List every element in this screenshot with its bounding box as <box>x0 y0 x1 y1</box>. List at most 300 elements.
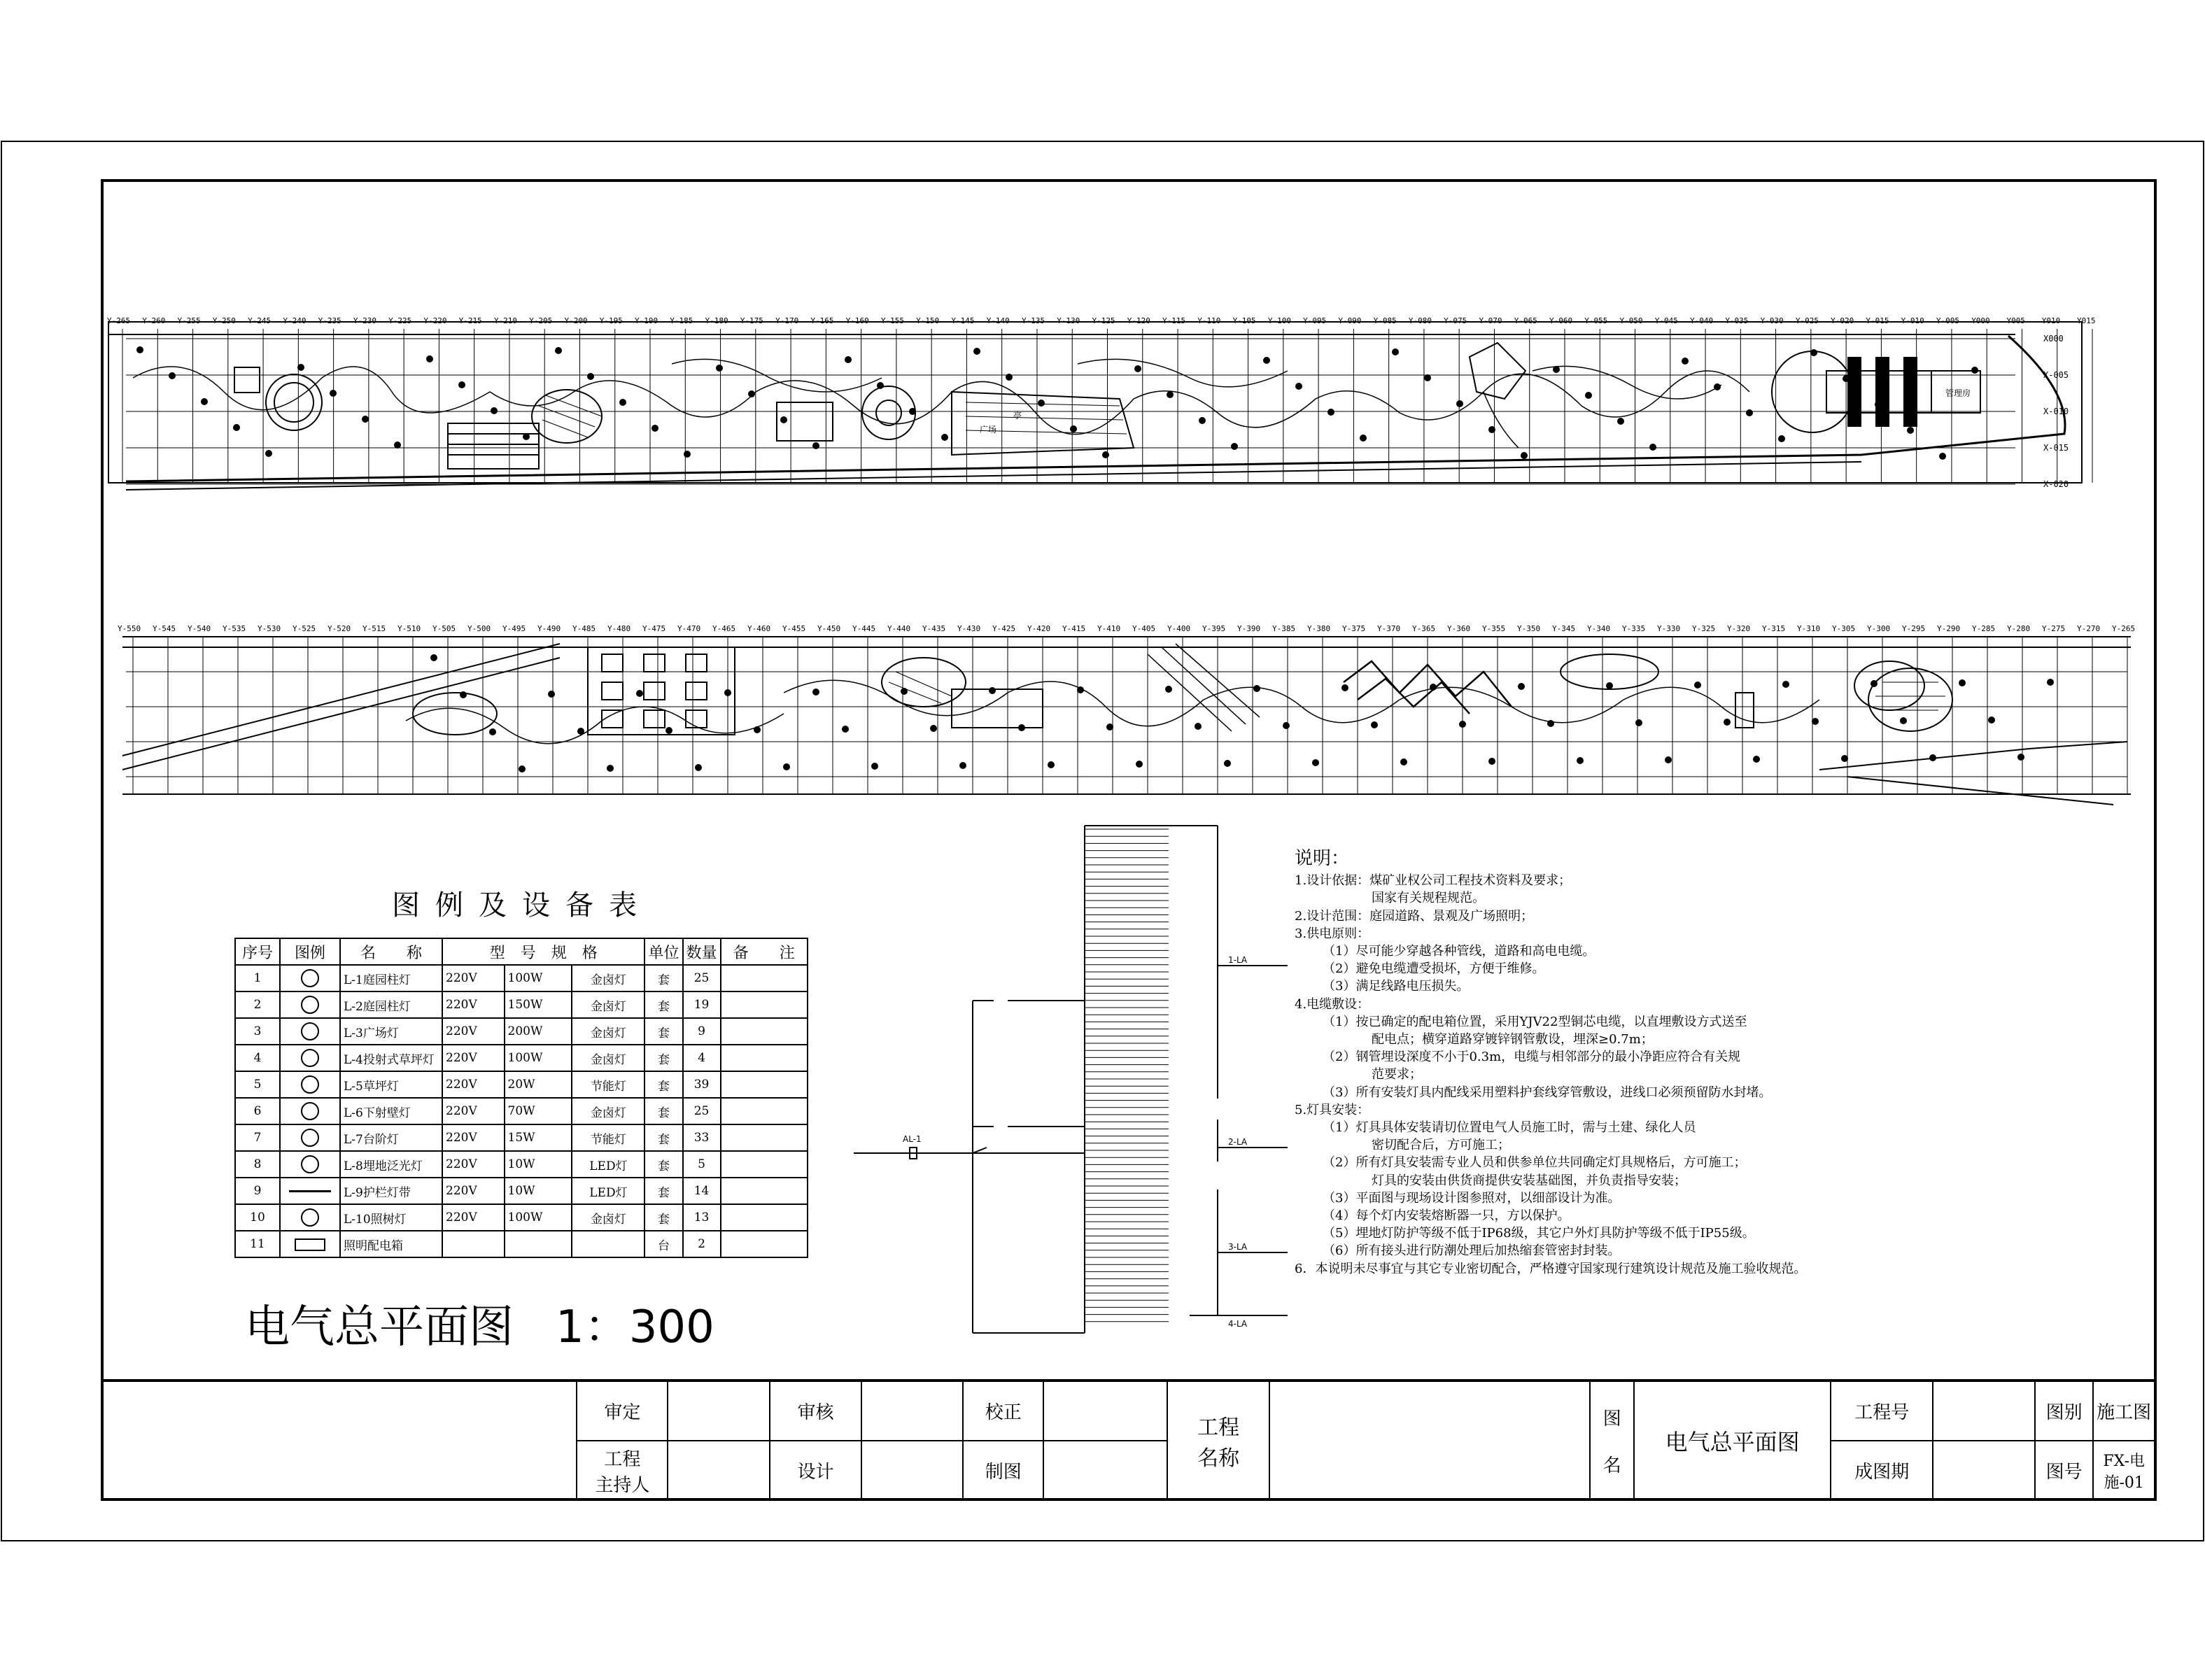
lamp-marker <box>1843 375 1850 382</box>
tb-date-label: 成图期 <box>1831 1441 1933 1500</box>
legend-name: 照明配电箱 <box>340 1231 442 1257</box>
grid-label: Y-380 <box>1307 624 1331 633</box>
legend-remark <box>721 991 808 1018</box>
legend-volt: 220V <box>442 1151 505 1178</box>
legend-qty: 2 <box>683 1231 721 1257</box>
grid-label: Y-320 <box>1727 624 1751 633</box>
lamp-marker <box>1939 453 1946 460</box>
grid-label: X-015 <box>2043 443 2069 453</box>
grid-label: Y000 <box>1971 316 1990 325</box>
grid-label: Y-480 <box>607 624 631 633</box>
lamp-marker <box>754 726 761 733</box>
legend-name: L-3广场灯 <box>340 1018 442 1045</box>
lamp-marker <box>1606 682 1613 689</box>
lawn-lamp-icon <box>301 1075 319 1094</box>
grid-label: Y-295 <box>1902 624 1926 633</box>
lamp-marker <box>1694 682 1701 689</box>
lamp-marker <box>1585 392 1592 399</box>
legend-volt <box>442 1231 505 1257</box>
tb-check-value[interactable] <box>1043 1381 1167 1441</box>
lamp-marker <box>812 442 819 449</box>
grid-label: Y-505 <box>432 624 456 633</box>
lamp-marker <box>1195 723 1202 730</box>
legend-name: L-9护栏灯带 <box>340 1178 442 1204</box>
legend-power: 70W <box>505 1098 572 1124</box>
legend-row <box>235 1204 808 1231</box>
grid-label: Y-245 <box>248 316 272 325</box>
grid-label: Y-195 <box>599 316 623 325</box>
lamp-marker <box>519 765 526 772</box>
legend-symbol <box>280 1098 340 1124</box>
grid-label: Y-460 <box>747 624 771 633</box>
lamp-marker <box>201 398 208 405</box>
grid-label: Y-300 <box>1867 624 1891 633</box>
grid-label: Y-315 <box>1762 624 1786 633</box>
legend-no: 1 <box>235 965 280 991</box>
legend-volt: 220V <box>442 1124 505 1151</box>
lamp-marker <box>1547 720 1554 727</box>
lamp-marker <box>1988 717 1995 723</box>
legend-row <box>235 1071 808 1098</box>
legend-unit: 套 <box>644 1124 682 1151</box>
tb-design: 设计 <box>770 1441 861 1500</box>
notes-line: 4.电缆敷设： <box>1295 996 1370 1012</box>
lamp-marker <box>1553 366 1560 373</box>
legend-symbol <box>280 1018 340 1045</box>
col-name: 名 称 <box>340 938 442 965</box>
legend-power: 150W <box>505 991 572 1018</box>
tb-drawing-name-label-2: 名 <box>1602 1455 1621 1476</box>
strip-light-icon <box>289 1190 331 1192</box>
legend-qty: 4 <box>683 1045 721 1071</box>
grid-label: Y-185 <box>670 316 693 325</box>
legend-remark <box>721 1071 808 1098</box>
site-plan-top <box>107 316 2096 490</box>
lamp-marker <box>842 726 849 733</box>
legend-name: L-5草坪灯 <box>340 1071 442 1098</box>
notes-heading: 说明： <box>1295 848 1350 869</box>
legend-remark <box>721 1098 808 1124</box>
grid-label: Y-140 <box>986 316 1010 325</box>
grid-label: Y-005 <box>1936 316 1960 325</box>
legend-header-row <box>235 938 808 965</box>
lamp-marker <box>1665 756 1672 763</box>
grid-label: Y-210 <box>493 316 518 325</box>
grid-label: Y-330 <box>1657 624 1681 633</box>
design-notes <box>1295 850 1994 1278</box>
notes-line: （4）每个灯内安装熔断器一只，方以保护。 <box>1323 1208 1570 1224</box>
legend-unit: 套 <box>644 1204 682 1231</box>
grid-label: Y-450 <box>817 624 841 633</box>
grid-label: Y-100 <box>1267 316 1291 325</box>
drawing-scale: 1：300 <box>556 1301 714 1353</box>
legend-type: 金卤灯 <box>572 1204 644 1231</box>
lamp-marker <box>169 372 176 379</box>
tb-date-value[interactable] <box>1933 1441 2035 1500</box>
grid-label: Y-225 <box>388 316 412 325</box>
legend-type: 节能灯 <box>572 1071 644 1098</box>
legend-remark <box>721 1204 808 1231</box>
lamp-marker <box>636 690 643 697</box>
tb-draw: 制图 <box>963 1441 1043 1500</box>
col-spec: 型 号 规 格 <box>442 938 644 965</box>
lamp-marker <box>1199 417 1206 424</box>
plan-label: 亭 <box>1013 411 1022 421</box>
grid-label: Y-365 <box>1412 624 1436 633</box>
legend-power: 10W <box>505 1178 572 1204</box>
lamp-marker <box>1006 374 1013 381</box>
legend-name: L-8埋地泛光灯 <box>340 1151 442 1178</box>
tb-project-no-value[interactable] <box>1933 1381 2035 1441</box>
grid-label: Y-030 <box>1760 316 1784 325</box>
legend-no: 8 <box>235 1151 280 1178</box>
projection-lamp-icon <box>301 1049 319 1067</box>
step-lamp-icon <box>301 1129 319 1147</box>
legend-qty: 14 <box>683 1178 721 1204</box>
grid-label: Y-420 <box>1027 624 1051 633</box>
grid-label: Y-390 <box>1237 624 1261 633</box>
legend-no: 9 <box>235 1178 280 1204</box>
lamp-marker <box>577 728 584 735</box>
legend-remark <box>721 1018 808 1045</box>
grid-label: Y-310 <box>1797 624 1821 633</box>
grid-label: Y-440 <box>887 624 911 633</box>
lamp-marker <box>426 355 433 362</box>
lamp-marker <box>1136 761 1143 768</box>
lamp-marker <box>1521 452 1528 459</box>
legend-qty: 39 <box>683 1071 721 1098</box>
lamp-marker <box>1488 758 1495 765</box>
legend-unit: 套 <box>644 1045 682 1071</box>
notes-line: （2）钢管埋设深度不小于0.3m，电缆与相邻部分的最小净距应符合有关规 <box>1323 1050 1741 1065</box>
tb-design-value[interactable] <box>861 1441 964 1500</box>
legend-symbol <box>280 1178 340 1204</box>
grid-label: Y-165 <box>810 316 834 325</box>
legend-no: 10 <box>235 1204 280 1231</box>
lamp-marker <box>941 434 948 441</box>
legend-no: 7 <box>235 1124 280 1151</box>
legend-qty: 5 <box>683 1151 721 1178</box>
buried-lamp-icon <box>301 1155 319 1173</box>
lamp-marker <box>587 373 594 380</box>
grid-label: Y-340 <box>1587 624 1611 633</box>
tb-drawing-name: 电气总平面图 <box>1634 1381 1831 1500</box>
grid-label: Y-190 <box>635 316 658 325</box>
legend-volt: 220V <box>442 1178 505 1204</box>
legend-qty: 33 <box>683 1124 721 1151</box>
grid-label: Y-410 <box>1097 624 1121 633</box>
lamp-marker <box>491 407 498 414</box>
lamp-marker <box>930 725 937 732</box>
grid-label: Y-080 <box>1408 316 1432 325</box>
garden-lamp-icon <box>301 996 319 1014</box>
tb-approve-value[interactable] <box>668 1381 770 1441</box>
tb-drawing-name-label-1: 图 <box>1602 1409 1621 1430</box>
grid-label: Y-125 <box>1092 316 1115 325</box>
notes-line: （3）满足线路电压损失。 <box>1323 979 1470 994</box>
lamp-marker <box>716 365 723 372</box>
grid-label: X-010 <box>2043 407 2069 416</box>
lamp-marker <box>1360 435 1367 442</box>
circuit-label: 4-LA <box>1228 1319 1248 1329</box>
notes-line: （6）所有接头进行防潮处理后加热缩套管密封封装。 <box>1323 1243 1621 1259</box>
legend-row <box>235 1178 808 1204</box>
lamp-marker <box>989 687 996 694</box>
legend-row <box>235 1018 808 1045</box>
grid-label: Y-045 <box>1654 316 1678 325</box>
notes-line: 国家有关规程规范。 <box>1372 891 1485 906</box>
lamp-marker <box>901 688 908 695</box>
lamp-marker <box>724 689 731 696</box>
lamp-marker <box>1714 383 1721 390</box>
grid-label: Y-290 <box>1937 624 1961 633</box>
grid-label: Y-055 <box>1584 316 1608 325</box>
grid-label: Y-375 <box>1342 624 1366 633</box>
grid-label: Y-540 <box>188 624 211 633</box>
lamp-marker <box>871 763 878 770</box>
grid-label: Y-350 <box>1517 624 1541 633</box>
tb-project-no-label: 工程号 <box>1831 1381 1933 1441</box>
lamp-marker <box>330 390 337 397</box>
legend-qty: 9 <box>683 1018 721 1045</box>
grid-label: Y-060 <box>1549 316 1573 325</box>
legend-name: L-7台阶灯 <box>340 1124 442 1151</box>
lamp-marker <box>1900 717 1907 724</box>
grid-label: Y-265 <box>107 316 131 325</box>
legend-unit: 套 <box>644 1178 682 1204</box>
grid-label: Y-040 <box>1690 316 1714 325</box>
notes-line: 3.供电原则： <box>1295 926 1370 941</box>
grid-label: X000 <box>2043 334 2064 344</box>
lamp-marker <box>1327 409 1334 416</box>
grid-label: Y-490 <box>537 624 561 633</box>
lamp-marker <box>1724 719 1731 726</box>
tb-approve: 审定 <box>577 1381 668 1441</box>
legend-no: 6 <box>235 1098 280 1124</box>
tb-project-label <box>1167 1381 1269 1500</box>
grid-label: Y-095 <box>1303 316 1327 325</box>
notes-line: 密切配合后，方可施工； <box>1372 1138 1510 1153</box>
grid-label: Y-070 <box>1479 316 1502 325</box>
tb-host-value[interactable] <box>668 1441 770 1500</box>
grid-label: Y-550 <box>118 624 141 633</box>
notes-line: （2）避免电缆遭受损坏，方便于维修。 <box>1323 961 1545 977</box>
circuit-label: 2-LA <box>1228 1137 1248 1147</box>
lamp-marker <box>1231 443 1238 450</box>
lamp-marker <box>877 382 884 389</box>
notes-line: 6．本说明未尽事宜与其它专业密切配合，严格遵守国家现行建筑设计规范及施工验收规范。 <box>1295 1261 1807 1276</box>
grid-label: Y-545 <box>153 624 176 633</box>
legend-name: L-6下射壁灯 <box>340 1098 442 1124</box>
legend-remark <box>721 1045 808 1071</box>
lamp-marker <box>748 390 755 397</box>
legend-title: 图例及设备表 <box>392 889 652 922</box>
legend-symbol <box>280 1071 340 1098</box>
grid-label: Y-065 <box>1514 316 1537 325</box>
grid-label: Y-520 <box>327 624 351 633</box>
notes-line: 1.设计依据：煤矿业权公司工程技术资料及要求； <box>1295 873 1572 889</box>
grid-label: Y-270 <box>2077 624 2101 633</box>
grid-label: Y-180 <box>705 316 728 325</box>
tb-host <box>577 1441 668 1500</box>
grid-label: Y-265 <box>2112 624 2136 633</box>
lamp-marker <box>973 348 980 355</box>
legend-unit: 套 <box>644 1151 682 1178</box>
lamp-marker <box>523 433 530 440</box>
grid-label: Y010 <box>2041 316 2061 325</box>
tb-project-label-2: 名称 <box>1197 1446 1240 1471</box>
lamp-marker <box>1424 374 1431 381</box>
lamp-marker <box>1812 718 1819 725</box>
lamp-marker <box>1753 756 1760 763</box>
legend-type: 金卤灯 <box>572 1098 644 1124</box>
lamp-marker <box>1459 721 1466 728</box>
grid-label: Y-130 <box>1057 316 1080 325</box>
lamp-marker <box>959 762 966 769</box>
lamp-marker <box>1746 409 1753 416</box>
distribution-box-icon <box>295 1238 325 1251</box>
lamp-marker <box>1077 686 1084 693</box>
grid-label: Y-150 <box>916 316 940 325</box>
lamp-marker <box>265 450 272 457</box>
legend-qty: 13 <box>683 1204 721 1231</box>
legend-type: 金卤灯 <box>572 1045 644 1071</box>
legend-volt: 220V <box>442 1018 505 1045</box>
grid-label: Y-275 <box>2042 624 2066 633</box>
legend-power <box>505 1231 572 1257</box>
tb-draw-value[interactable] <box>1043 1441 1167 1500</box>
grid-label: Y-470 <box>677 624 701 633</box>
down-wall-lamp-icon <box>301 1102 319 1120</box>
lamp-marker <box>458 381 465 388</box>
lamp-marker <box>1617 418 1624 425</box>
legend-volt: 220V <box>442 1071 505 1098</box>
lamp-marker <box>607 765 614 772</box>
drawing-title-text: 电气总平面图 <box>245 1301 514 1353</box>
legend-type: LED灯 <box>572 1178 644 1204</box>
grid-label: Y-110 <box>1197 316 1221 325</box>
legend-symbol <box>280 965 340 991</box>
col-qty: 数量 <box>683 938 721 965</box>
lamp-marker <box>2017 754 2024 761</box>
lamp-marker <box>1456 400 1463 407</box>
legend-power: 100W <box>505 1204 572 1231</box>
grid-label: Y-400 <box>1167 624 1191 633</box>
grid-label: Y-515 <box>362 624 386 633</box>
legend-power: 100W <box>505 965 572 991</box>
grid-label: Y-205 <box>529 316 553 325</box>
grid-label: Y-075 <box>1444 316 1467 325</box>
grid-label: Y-230 <box>353 316 376 325</box>
lamp-marker <box>1518 683 1525 690</box>
legend-row <box>235 1045 808 1071</box>
grid-label: Y-085 <box>1373 316 1397 325</box>
tb-project-label-1: 工程 <box>1197 1416 1240 1440</box>
title-block <box>102 1381 2155 1501</box>
legend-row <box>235 1124 808 1151</box>
drawing-title <box>245 1291 714 1355</box>
lamp-marker <box>783 763 790 770</box>
grid-label: Y-360 <box>1447 624 1471 633</box>
legend-unit: 套 <box>644 1018 682 1045</box>
grid-label: Y-455 <box>782 624 806 633</box>
col-no: 序号 <box>235 938 280 965</box>
legend-volt: 220V <box>442 965 505 991</box>
lamp-marker <box>1165 686 1172 693</box>
grid-label: Y-155 <box>880 316 905 325</box>
lamp-marker <box>665 727 672 734</box>
tb-category: 施工图 <box>2093 1381 2155 1441</box>
lamp-marker <box>1959 679 1966 686</box>
grid-label: Y-145 <box>951 316 975 325</box>
grid-label: Y-025 <box>1795 316 1819 325</box>
grid-label: Y-010 <box>1901 316 1924 325</box>
notes-line: （5）埋地灯防护等级不低于IP68级，其它户外灯具防护等级不低于IP55级。 <box>1323 1226 1755 1241</box>
grid-label: Y-525 <box>293 624 316 633</box>
grid-label: Y-160 <box>845 316 869 325</box>
lamp-marker <box>489 728 496 735</box>
lamp-marker <box>780 416 787 423</box>
lamp-marker <box>430 654 437 661</box>
notes-line: 5.灯具安装： <box>1295 1102 1370 1117</box>
grid-label: Y-425 <box>992 624 1016 633</box>
lamp-marker <box>1371 721 1378 728</box>
legend-symbol <box>280 1204 340 1231</box>
circuit-label: 3-LA <box>1228 1242 1248 1252</box>
legend-power: 10W <box>505 1151 572 1178</box>
legend-row <box>235 965 808 991</box>
legend-volt: 220V <box>442 1045 505 1071</box>
legend-remark <box>721 1231 808 1257</box>
legend-volt: 220V <box>442 991 505 1018</box>
lamp-marker <box>1929 754 1936 761</box>
lamp-marker <box>136 346 143 353</box>
lamp-marker <box>555 347 562 354</box>
lamp-marker <box>1577 757 1584 764</box>
tb-review-value[interactable] <box>861 1381 964 1441</box>
lamp-marker <box>1682 358 1689 365</box>
grid-label: Y-385 <box>1272 624 1296 633</box>
tb-drawing-name-label <box>1590 1381 1634 1500</box>
lamp-marker <box>1810 349 1817 356</box>
lamp-marker <box>1102 451 1109 458</box>
legend-name: L-10照树灯 <box>340 1204 442 1231</box>
legend-row <box>235 1151 808 1178</box>
lamp-marker <box>812 689 819 696</box>
legend-name: L-1庭园柱灯 <box>340 965 442 991</box>
ring-post-lamp-icon <box>301 969 319 987</box>
legend-type: 金卤灯 <box>572 965 644 991</box>
legend-qty: 19 <box>683 991 721 1018</box>
lamp-marker <box>1400 758 1407 765</box>
grid-label: Y-090 <box>1338 316 1362 325</box>
legend-symbol <box>280 991 340 1018</box>
legend-symbol <box>280 1151 340 1178</box>
grid-label: Y-200 <box>564 316 588 325</box>
notes-line: 配电点；横穿道路穿镀锌钢管敷设，埋深≥0.7m； <box>1372 1032 1654 1047</box>
grid-label: Y-435 <box>922 624 946 633</box>
lamp-marker <box>1649 444 1656 451</box>
lamp-marker <box>1392 348 1399 355</box>
lamp-marker <box>1782 681 1789 688</box>
tb-project-value[interactable] <box>1269 1381 1590 1500</box>
lamp-marker <box>1134 365 1141 372</box>
legend-power: 100W <box>505 1045 572 1071</box>
legend-row <box>235 991 808 1018</box>
tb-number: FX-电施-01 <box>2093 1441 2155 1500</box>
legend-name: L-4投射式草坪灯 <box>340 1045 442 1071</box>
grid-label: Y-015 <box>1866 316 1889 325</box>
